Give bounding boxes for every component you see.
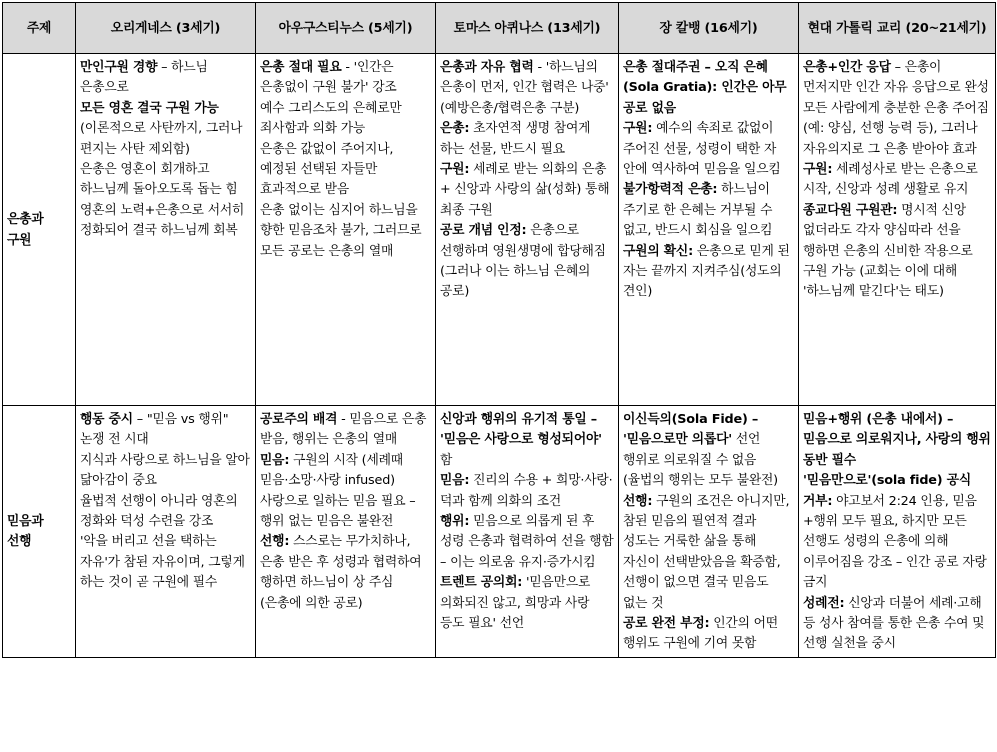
cell-paragraph bbox=[440, 410, 614, 471]
cell-paragraph bbox=[803, 410, 991, 471]
bold-lead: 은총 절대 필요 bbox=[260, 60, 342, 75]
paragraph-text: 선언 bbox=[732, 432, 761, 448]
cell-paragraph bbox=[80, 201, 251, 242]
header-origen: 오리게네스 (3세기) bbox=[76, 3, 256, 54]
paragraph-text: 영혼의 노력+은총으로 서서히 정화되어 결국 하느님께 회복 bbox=[80, 202, 245, 239]
bold-lead: 믿음: bbox=[440, 473, 470, 489]
bold-lead: 트렌트 공의회: bbox=[440, 575, 523, 591]
cell-paragraph bbox=[80, 160, 251, 201]
cell-paragraph bbox=[803, 201, 991, 303]
cell-paragraph bbox=[260, 532, 431, 614]
cell-paragraph bbox=[803, 99, 991, 160]
bold-lead: 행위: bbox=[440, 514, 470, 530]
paragraph-text: 믿음으로 의롭게 된 후 성령 은총과 협력하여 선을 행함 – 이는 의로움 유지·증가시킴 bbox=[440, 514, 614, 570]
table-row bbox=[3, 54, 996, 406]
bold-lead: 선행: bbox=[623, 493, 653, 509]
paragraph-text: - 믿음으로 은총 받음, 행위는 은총의 열매 bbox=[260, 412, 427, 448]
bold-lead: 믿음: bbox=[260, 452, 290, 468]
cell-paragraph bbox=[80, 410, 251, 451]
header-row bbox=[3, 3, 996, 54]
cell-paragraph bbox=[260, 410, 431, 451]
header-calvin: 장 칼뱅 (16세기) bbox=[619, 3, 799, 54]
bold-lead: 공로주의 배격 bbox=[260, 412, 338, 427]
header-aquinas: 토마스 아퀴나스 (13세기) bbox=[436, 3, 619, 54]
cell-paragraph bbox=[623, 58, 794, 119]
paragraph-text: - '인간은 은총없이 구원 불가' 강조 bbox=[260, 60, 397, 96]
bold-lead: 행동 중시 bbox=[80, 412, 133, 427]
paragraph-text: 은총은 값없이 주어지나, 예정된 선택된 자들만 효과적으로 받음 bbox=[260, 141, 394, 198]
cell-paragraph bbox=[440, 573, 614, 634]
table-row bbox=[3, 406, 996, 658]
bold-lead: 은총+인간 응답 bbox=[803, 60, 891, 75]
paragraph-text: 초자연적 생명 참여게 하는 선물, 반드시 필요 bbox=[440, 121, 591, 157]
bold-lead: 불가항력적 은총: bbox=[623, 182, 718, 198]
cell-paragraph bbox=[80, 532, 251, 593]
cell-paragraph bbox=[80, 99, 251, 160]
cell-paragraph bbox=[80, 492, 251, 533]
cell-paragraph bbox=[623, 410, 794, 451]
table-cell bbox=[799, 54, 996, 406]
paragraph-text: 구원의 시작 (세례때 믿음·소망·사랑 infused) 사랑으로 일하는 믿음 필요 – 행위 없는 믿음은 불완전 bbox=[260, 452, 416, 530]
cell-paragraph bbox=[623, 532, 794, 614]
table-cell bbox=[76, 406, 256, 658]
table-cell bbox=[799, 406, 996, 658]
bold-lead: 구원: bbox=[440, 162, 470, 178]
paragraph-text: 신앙과 더불어 세례·고해 등 성사 참여를 통한 은총 수여 및 선행 실천을 중시 bbox=[803, 595, 985, 652]
cell-paragraph bbox=[260, 58, 431, 99]
bold-lead: 신앙과 행위의 유기적 통일 – '믿음은 사랑으로 형성되어야' bbox=[440, 412, 602, 448]
row-topic: 은총과 구원 bbox=[3, 54, 76, 406]
cell-paragraph bbox=[440, 221, 614, 303]
cell-paragraph bbox=[260, 140, 431, 201]
paragraph-text: 율법적 선행이 아니라 영혼의 정화와 덕성 수련을 강조 bbox=[80, 493, 238, 530]
bold-lead: '믿음만으로'(sola fide) 공식 거부: bbox=[803, 473, 971, 509]
bold-lead: 종교다원 구원관: bbox=[803, 202, 898, 218]
paragraph-text: '악을 버리고 선을 택하는 자유'가 참된 자유이며, 그렇게 하는 것이 곧 구원에 필수 bbox=[80, 534, 245, 591]
table-cell bbox=[436, 54, 619, 406]
table-cell bbox=[619, 54, 799, 406]
cell-paragraph bbox=[623, 614, 794, 655]
paragraph-text: 은총은 영혼이 회개하고 하느님께 돌아오도록 돕는 힘 bbox=[80, 162, 238, 198]
table-cell bbox=[436, 406, 619, 658]
bold-lead: 은총 절대주권 – 오직 은혜(Sola Gratia): 인간은 아무 공로 없음 bbox=[623, 60, 787, 116]
bold-lead: 공로 개념 인정: bbox=[440, 223, 527, 239]
cell-paragraph bbox=[440, 471, 614, 512]
table-cell bbox=[76, 54, 256, 406]
header-topic: 주제 bbox=[3, 3, 76, 54]
paragraph-text: '믿음만으로 의화되진 않고, 희망과 사랑 등도 필요' 선언 bbox=[440, 575, 591, 632]
cell-paragraph bbox=[440, 58, 614, 119]
cell-paragraph bbox=[260, 201, 431, 262]
cell-paragraph bbox=[803, 594, 991, 655]
cell-paragraph bbox=[260, 451, 431, 533]
cell-paragraph bbox=[803, 471, 991, 593]
table-cell bbox=[619, 406, 799, 658]
paragraph-text: 모든 사람에게 충분한 은총 주어짐 (예: 양심, 선행 능력 등), 그러나 자유의지로 그 은총 받아야 효과 bbox=[803, 100, 989, 157]
paragraph-text: 지식과 사랑으로 하느님을 알아 닮아감이 중요 bbox=[80, 452, 250, 489]
bold-lead: 모든 영혼 결국 구원 가능 bbox=[80, 100, 219, 116]
table-cell bbox=[256, 406, 436, 658]
header-modern-catholic: 현대 가톨릭 교리 (20~21세기) bbox=[799, 3, 996, 54]
bold-lead: 구원의 확신: bbox=[623, 243, 693, 259]
paragraph-text: – 하느님 은총으로 bbox=[80, 60, 208, 96]
paragraph-text: 스스로는 무가치하나, 은총 받은 후 성령과 협력하여 행하면 하느님이 상 주심 (은총에 의한 공로) bbox=[260, 534, 422, 611]
paragraph-text: 예수의 속죄로 값없이 주어진 선물, 성령이 택한 자 안에 역사하여 믿음을 일으킴 bbox=[623, 121, 781, 178]
cell-paragraph bbox=[623, 451, 794, 492]
cell-paragraph bbox=[623, 119, 794, 180]
paragraph-text: 명시적 신앙 없더라도 각자 양심따라 선을 행하면 은총의 신비한 작용으로 구원 가능 (교회는 이에 대해 '하느님께 맡긴다'는 태도) bbox=[803, 202, 973, 300]
cell-paragraph bbox=[623, 492, 794, 533]
paragraph-text: 은총으로 믿게 된 자는 끝까지 지켜주심(성도의 견인) bbox=[623, 243, 790, 300]
cell-paragraph bbox=[440, 119, 614, 160]
paragraph-text: 은총으로 선행하며 영원생명에 합당해짐 (그러나 이는 하느님 은혜의 공로) bbox=[440, 223, 606, 300]
table-cell bbox=[256, 54, 436, 406]
paragraph-text: 행위로 의로워질 수 없음 (율법의 행위는 모두 불완전) bbox=[623, 452, 778, 489]
bold-lead: 이신득의(Sola Fide) – '믿음으로만 의롭다' bbox=[623, 412, 759, 448]
row-topic: 믿음과 선행 bbox=[3, 406, 76, 658]
bold-lead: 공로 완전 부정: bbox=[623, 616, 710, 632]
bold-lead: 구원: bbox=[623, 121, 653, 137]
paragraph-text: 세례성사로 받는 은총으로 시작, 신앙과 성례 생활로 유지 bbox=[803, 162, 978, 198]
bold-lead: 선행: bbox=[260, 534, 290, 550]
cell-paragraph bbox=[440, 512, 614, 573]
paragraph-text: 구원의 조건은 아니지만, 참된 믿음의 필연적 결과 bbox=[623, 493, 790, 530]
cell-paragraph bbox=[80, 451, 251, 492]
bold-lead: 구원: bbox=[803, 162, 833, 178]
comparison-table bbox=[2, 2, 996, 658]
bold-lead: 은총과 자유 협력 bbox=[440, 60, 534, 75]
paragraph-text: 진리의 수용 + 희망·사랑·덕과 함께 의화의 조건 bbox=[440, 473, 613, 509]
cell-paragraph bbox=[623, 180, 794, 241]
paragraph-text: (이론적으로 사탄까지, 그러나 편지는 사탄 제외함) bbox=[80, 121, 243, 157]
paragraph-text: 함 bbox=[440, 452, 453, 468]
cell-paragraph bbox=[440, 160, 614, 221]
cell-paragraph bbox=[803, 58, 991, 99]
paragraph-text: - '하느님의 은총이 먼저, 인간 협력은 나중' (예방은총/협력은총 구분) bbox=[440, 60, 609, 116]
paragraph-text: – "믿음 vs 행위" 논쟁 전 시대 bbox=[80, 412, 229, 448]
header-augustine: 아우구스티누스 (5세기) bbox=[256, 3, 436, 54]
paragraph-text: 세례로 받는 의화의 은총 + 신앙과 사랑의 삶(성화) 통해 최종 구원 bbox=[440, 162, 610, 218]
cell-paragraph bbox=[623, 242, 794, 303]
paragraph-text: 성도는 거룩한 삶을 통해 자신이 선택받았음을 확증함, 선행이 없으면 결국 믿음도 없는 것 bbox=[623, 534, 781, 611]
cell-paragraph bbox=[803, 160, 991, 201]
paragraph-text: 인간의 어떤 행위도 구원에 기여 못함 bbox=[623, 616, 778, 652]
paragraph-text: 야고보서 2:24 인용, 믿음+행위 모두 필요, 하지만 모든 선행도 성령의 은총에 의해 이루어짐을 강조 – 인간 공로 자랑 금지 bbox=[803, 493, 987, 591]
cell-paragraph bbox=[80, 58, 251, 99]
bold-lead: 믿음+행위 (은총 내에서) – 믿음으로 의로워지나, 사랑의 행위 동반 필수 bbox=[803, 412, 991, 468]
paragraph-text: – 은총이 먼저지만 인간 자유 응답으로 완성 bbox=[803, 60, 989, 96]
paragraph-text: 은총 없이는 심지어 하느님을 향한 믿음조차 불가, 그러므로 모든 공로는 은총의 열매 bbox=[260, 202, 422, 259]
bold-lead: 은총: bbox=[440, 121, 470, 137]
bold-lead: 성례전: bbox=[803, 595, 845, 611]
cell-paragraph bbox=[260, 99, 431, 140]
paragraph-text: 하느님이 주기로 한 은혜는 거부될 수 없고, 반드시 회심을 일으킴 bbox=[623, 182, 773, 239]
paragraph-text: 예수 그리스도의 은혜로만 죄사함과 의화 가능 bbox=[260, 100, 402, 137]
bold-lead: 만인구원 경향 bbox=[80, 60, 158, 75]
